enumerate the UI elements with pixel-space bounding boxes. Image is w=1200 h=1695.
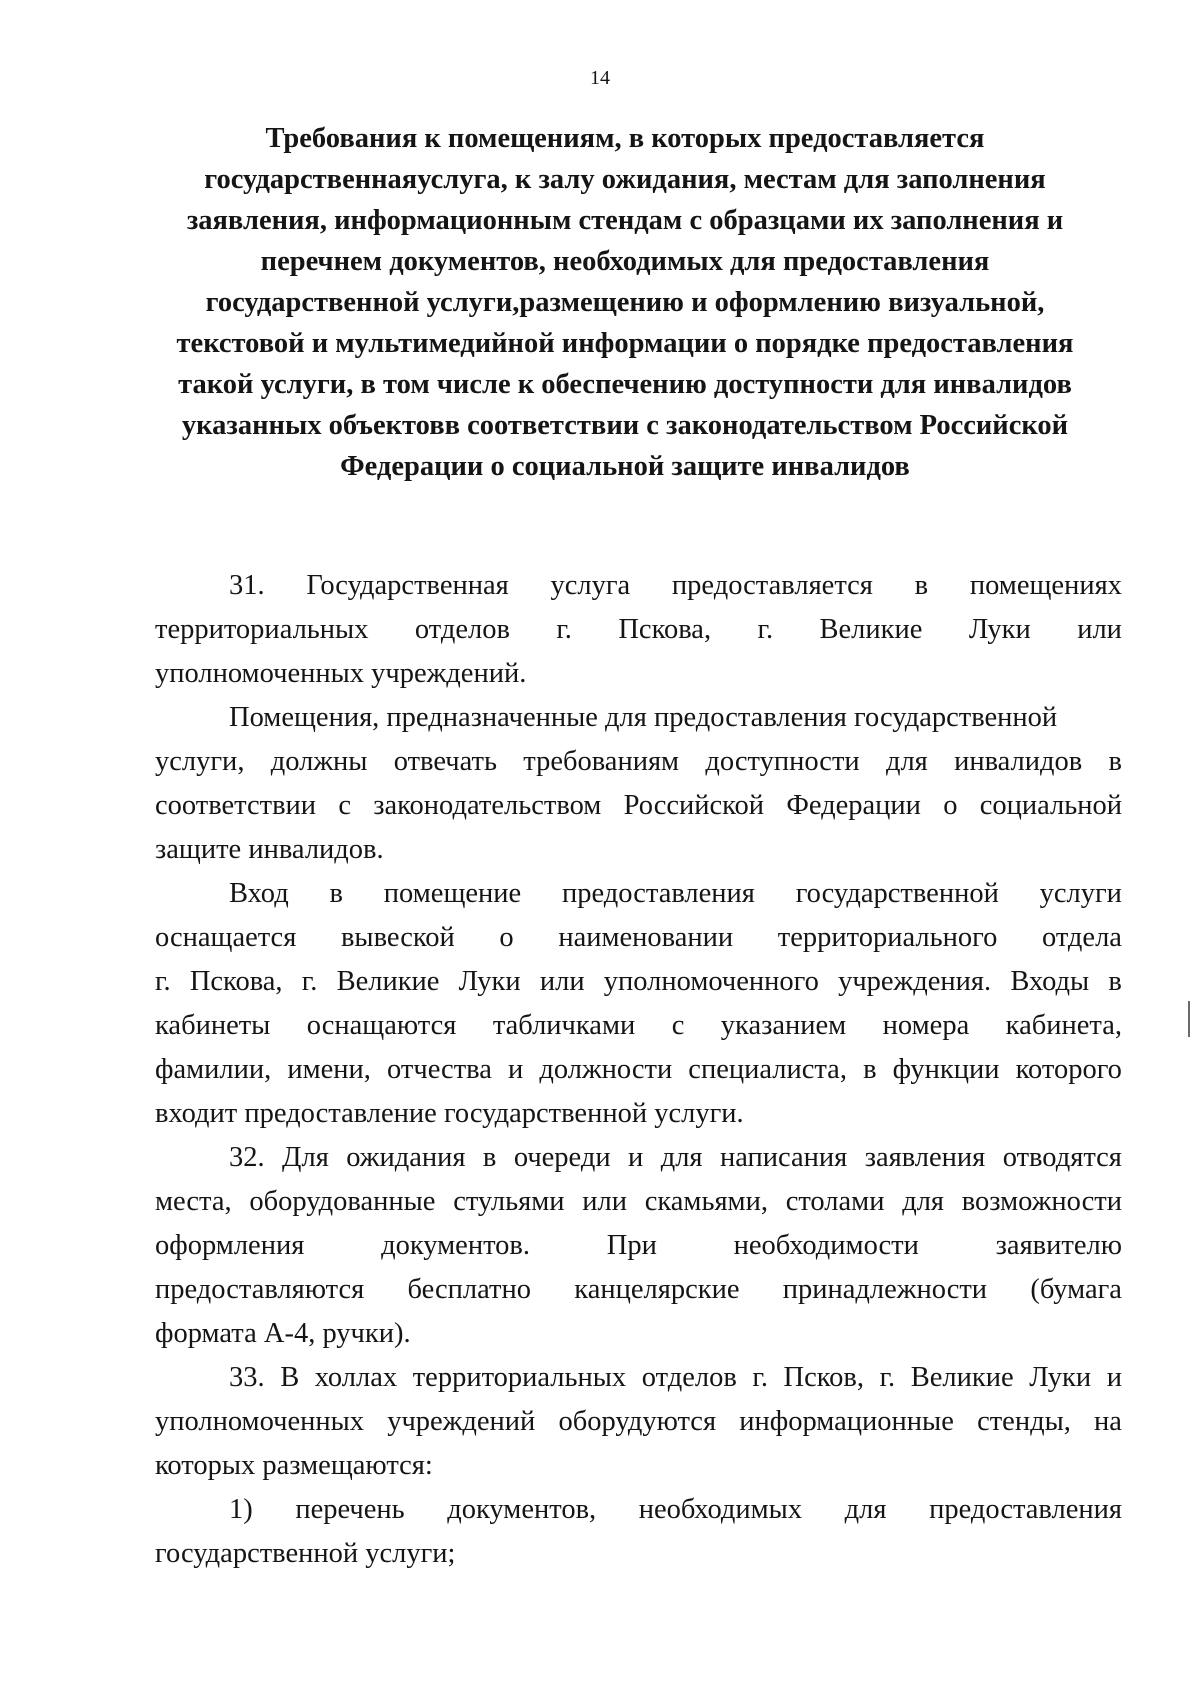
text-line: защите инвалидов.: [155, 834, 384, 865]
word: в: [1108, 746, 1122, 777]
heading-line: указанных объектовв соответствии с законодательством Российской: [181, 410, 1069, 441]
text-line: [155, 1488, 1122, 1532]
word: скамьями,: [644, 1186, 768, 1217]
text-line: [155, 564, 1122, 608]
word: столами: [785, 1186, 885, 1217]
paragraph-33: [155, 1356, 1122, 1488]
word: Для: [282, 1142, 329, 1173]
text-line: [155, 740, 1122, 784]
heading-line: Федерации о социальной защите инвалидов: [340, 451, 910, 482]
word: требованиям: [523, 746, 680, 777]
word: оформления: [155, 1230, 305, 1261]
word: услуги: [1039, 878, 1122, 909]
word: предоставляются: [155, 1274, 365, 1305]
word: о: [943, 790, 958, 821]
word: с: [338, 790, 351, 821]
text-line: [155, 872, 1122, 916]
word: отводятся: [1002, 1142, 1122, 1173]
text-line: [155, 1356, 1122, 1400]
word: оснащается: [155, 922, 297, 953]
word: г.: [879, 1362, 896, 1393]
text-line: [155, 1004, 1122, 1048]
word: г.: [301, 966, 318, 997]
word: территориальных: [155, 614, 369, 645]
word: помещениях: [969, 570, 1122, 601]
page-number: 14: [590, 67, 610, 89]
word: для: [885, 746, 928, 777]
word: Луки: [968, 614, 1031, 645]
word: Великие: [819, 614, 923, 645]
word: предоставления: [929, 1494, 1122, 1525]
word: и: [507, 1054, 524, 1085]
word: учреждений: [387, 1406, 536, 1437]
word: вывеской: [340, 922, 455, 953]
word: или: [539, 966, 585, 997]
text-line: [155, 1136, 1122, 1180]
word: или: [1077, 614, 1122, 645]
word: с: [671, 1010, 685, 1041]
word: в: [329, 878, 343, 909]
word: которого: [1015, 1054, 1122, 1085]
word: В: [280, 1362, 300, 1393]
word: Вход: [229, 878, 289, 909]
text-line: входит предоставление государственной услуги.: [155, 1098, 744, 1129]
word: уполномоченных: [155, 1406, 364, 1437]
heading-line: государственнаяуслуга, к залу ожидания, местам для заполнения: [204, 164, 1046, 195]
word: для: [902, 1186, 945, 1217]
word: Федерации: [786, 790, 921, 821]
word: уполномоченного: [603, 966, 819, 997]
word: в: [482, 1142, 497, 1173]
word: специалиста,: [688, 1054, 847, 1085]
heading-line: государственной услуги,размещению и оформлению визуальной,: [205, 287, 1045, 318]
word: предоставления: [562, 878, 755, 909]
word: инвалидов: [954, 746, 1083, 777]
word: места,: [155, 1186, 232, 1217]
word: территориального: [777, 922, 998, 953]
text-line: [155, 1048, 1122, 1092]
word: Государственная: [306, 570, 509, 601]
word: стенды,: [977, 1406, 1071, 1437]
word: должности: [539, 1054, 673, 1085]
word: Великие: [336, 966, 440, 997]
word: указанием: [720, 1010, 847, 1041]
word: отвечать: [393, 746, 497, 777]
word: должны: [270, 746, 368, 777]
word: Луки: [1029, 1362, 1092, 1393]
text-line: [155, 784, 1122, 828]
text-line: формата А-4, ручки).: [155, 1318, 411, 1349]
word: ожидания: [346, 1142, 466, 1173]
word: или: [582, 1186, 627, 1217]
word: Луки: [458, 966, 521, 997]
word: в: [1108, 966, 1122, 997]
word: доступности: [705, 746, 860, 777]
document-body: [155, 564, 1122, 1576]
text-line: [155, 608, 1122, 652]
word: отделов: [414, 614, 510, 645]
word: в: [914, 570, 929, 601]
text-line: [155, 1224, 1122, 1268]
word: необходимости: [733, 1230, 919, 1261]
word: документов.: [381, 1230, 530, 1261]
paragraph-32: [155, 1136, 1122, 1356]
paragraph-premises: [155, 696, 1122, 872]
word: Великие: [910, 1362, 1014, 1393]
word: перечень: [295, 1494, 405, 1525]
word: социальной: [979, 790, 1122, 821]
word: для: [660, 1142, 703, 1173]
text-line: государственной услуги;: [155, 1538, 456, 1569]
word: законодательством: [373, 790, 602, 821]
word: стульями: [453, 1186, 565, 1217]
word: документов,: [447, 1494, 597, 1525]
word: заявления: [864, 1142, 986, 1173]
word: услуга: [550, 570, 631, 601]
word: возможности: [961, 1186, 1122, 1217]
word: и: [1106, 1362, 1122, 1393]
word: наименовании: [558, 922, 734, 953]
word: кабинеты: [155, 1010, 271, 1041]
word: и: [628, 1142, 644, 1173]
word: принадлежности: [782, 1274, 988, 1305]
heading-line: текстовой и мультимедийной информации о порядке предоставления: [176, 328, 1074, 359]
word: г.: [155, 966, 171, 997]
word: номера: [882, 1010, 970, 1041]
heading-line: заявления, информационным стендам с образцами их заполнения и: [186, 205, 1064, 236]
scan-artifact-line: [1188, 1001, 1190, 1037]
word: для: [844, 1494, 887, 1525]
word: отчества: [387, 1054, 492, 1085]
word: отдела: [1041, 922, 1122, 953]
word: очереди: [513, 1142, 611, 1173]
text-line: уполномоченных учреждений.: [155, 658, 527, 689]
word: учреждения.: [838, 966, 992, 997]
word: отделов: [641, 1362, 737, 1393]
word: предоставляется: [671, 570, 873, 601]
word: информационные: [739, 1406, 954, 1437]
word: государственной: [795, 878, 999, 909]
word: оборудованные: [249, 1186, 436, 1217]
word: (бумага: [1030, 1274, 1122, 1305]
word: необходимых: [638, 1494, 803, 1525]
word: написания: [719, 1142, 848, 1173]
text-line: [155, 960, 1122, 1004]
list-item-1: [155, 1488, 1122, 1576]
paragraph-entrance: [155, 872, 1122, 1136]
text-line: которых размещаются:: [155, 1450, 433, 1481]
text-line: Помещения, предназначенные для предоставления государственной: [229, 702, 1058, 733]
heading-line: такой услуги, в том числе к обеспечению доступности для инвалидов: [178, 369, 1072, 400]
word: заявителю: [995, 1230, 1122, 1261]
text-line: [155, 1268, 1122, 1312]
text-line: [155, 1180, 1122, 1224]
word: фамилии,: [155, 1054, 272, 1085]
word: г.: [556, 614, 572, 645]
section-heading: [130, 118, 1120, 487]
word: оснащаются: [306, 1010, 457, 1041]
word: функции: [892, 1054, 1000, 1085]
word: кабинета,: [1005, 1010, 1122, 1041]
word: имени,: [287, 1054, 371, 1085]
word: Псков,: [783, 1362, 864, 1393]
word: помещение: [383, 878, 522, 909]
word: соответствии: [155, 790, 317, 821]
word: Пскова,: [618, 614, 712, 645]
word: При: [606, 1230, 657, 1261]
word: 31.: [229, 570, 265, 601]
word: г.: [757, 614, 774, 645]
word: оборудуются: [558, 1406, 717, 1437]
word: канцелярские: [574, 1274, 740, 1305]
word: 1): [229, 1494, 253, 1525]
text-line: [155, 1400, 1122, 1444]
word: на: [1094, 1406, 1122, 1437]
word: бесплатно: [407, 1274, 531, 1305]
word: о: [499, 922, 514, 953]
word: г.: [752, 1362, 768, 1393]
word: в: [863, 1054, 877, 1085]
text-line: [155, 916, 1122, 960]
word: Входы: [1010, 966, 1090, 997]
paragraph-31: [155, 564, 1122, 696]
word: Пскова,: [189, 966, 283, 997]
word: табличками: [492, 1010, 636, 1041]
heading-line: перечнем документов, необходимых для предоставления: [260, 246, 990, 277]
word: 32.: [229, 1142, 265, 1173]
word: территориальных: [412, 1362, 627, 1393]
word: услуги,: [155, 746, 245, 777]
word: холлах: [314, 1362, 398, 1393]
heading-line: Требования к помещениям, в которых предоставляется: [265, 123, 985, 154]
word: Российской: [623, 790, 765, 821]
word: 33.: [229, 1362, 265, 1393]
